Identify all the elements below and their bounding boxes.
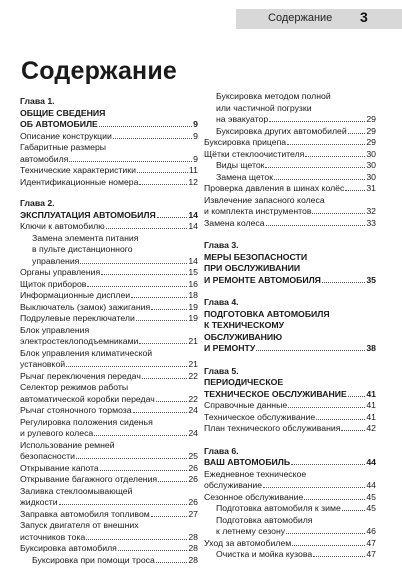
entry-title: обслуживание	[204, 480, 263, 490]
chapter-4[interactable]	[204, 297, 376, 355]
leader-dots	[292, 545, 365, 546]
toc-entry[interactable]	[20, 313, 198, 325]
page-ref: 26	[188, 474, 198, 484]
entry-title: Замена колеса	[204, 217, 265, 228]
entry-title: Замена щеток	[216, 171, 274, 182]
toc-entry[interactable]	[20, 382, 198, 405]
entry-title: Щётки стеклоочистителя	[204, 148, 305, 159]
toc-entry[interactable]	[20, 371, 198, 383]
leader-dots	[80, 263, 187, 264]
entry-title: Открывание капота	[20, 462, 99, 473]
leader-dots	[101, 274, 187, 275]
page-ref: 29	[366, 137, 376, 147]
leader-dots	[316, 419, 365, 420]
page-number: 3	[360, 9, 368, 25]
toc-entry[interactable]	[20, 233, 198, 268]
leader-dots	[305, 156, 365, 157]
chapter-3[interactable]	[204, 240, 376, 286]
leader-dots	[348, 396, 366, 397]
page-ref: 22	[188, 393, 198, 404]
chapter-label: Глава 2.	[20, 198, 55, 208]
page-ref: 9	[193, 153, 198, 164]
leader-dots	[136, 320, 187, 321]
page-ref: 14	[188, 209, 198, 220]
entry-title: Буксировка других автомобилей	[216, 125, 347, 136]
entry-title: Проверка давления в шинах колёс	[204, 183, 345, 193]
toc-entry[interactable]	[20, 440, 198, 463]
page-ref: 30	[366, 148, 376, 159]
page-ref: 14	[188, 255, 198, 266]
running-header-title: Содержание	[268, 12, 333, 24]
leader-dots	[59, 504, 188, 505]
toc-entry[interactable]	[20, 302, 198, 314]
entry-title: Технические характеристики	[20, 165, 136, 175]
leader-dots	[106, 228, 188, 229]
toc-entry[interactable]	[204, 457, 376, 469]
page-ref: 9	[193, 130, 198, 141]
page-ref: 14	[188, 221, 198, 231]
page-ref: 47	[366, 537, 376, 548]
page-ref: 24	[188, 428, 198, 438]
leader-dots	[322, 282, 365, 283]
leader-dots	[286, 533, 365, 534]
entry-title: Заправка автомобиля топливом	[20, 508, 150, 519]
toc-entry[interactable]	[204, 412, 376, 424]
page-ref: 21	[188, 359, 198, 369]
entry-title: Справочные данные	[204, 400, 288, 410]
toc-entry[interactable]	[20, 221, 198, 233]
page-ref: 30	[366, 171, 376, 182]
leader-dots	[348, 133, 366, 134]
leader-dots	[86, 539, 187, 540]
entry-title: источников тока	[20, 531, 86, 542]
entry-title: Регулировка положения сиденья	[20, 416, 153, 427]
leader-dots	[156, 562, 187, 563]
toc-entry[interactable]	[20, 177, 198, 189]
entry-title: Буксировка при помощи троса	[32, 554, 155, 565]
leader-dots	[100, 470, 188, 471]
chapter-label: Глава 3.	[204, 240, 239, 250]
toc-entry[interactable]	[204, 492, 376, 504]
page-ref: 44	[366, 457, 376, 467]
chapter-title: МЕРЫ БЕЗОПАСНОСТИ	[204, 251, 308, 262]
entry-title: Описание конструкции	[20, 130, 112, 141]
toc-entry[interactable]	[20, 543, 198, 555]
page-ref: 41	[366, 400, 376, 410]
page-ref: 47	[366, 549, 376, 559]
toc-entry[interactable]	[20, 463, 198, 475]
toc-entry[interactable]	[20, 325, 198, 348]
toc-entry[interactable]	[20, 142, 198, 165]
entry-title: Органы управления	[20, 267, 101, 277]
page-ref: 26	[188, 497, 198, 507]
leader-dots	[131, 297, 187, 298]
entry-title: Щиток приборов	[20, 278, 87, 289]
toc-entry[interactable]	[204, 389, 376, 401]
toc-entry[interactable]	[20, 417, 198, 440]
entry-title: Замена элемента питания	[32, 232, 139, 243]
page-ref: 29	[366, 114, 376, 124]
leader-dots	[274, 179, 365, 180]
page-ref: 15	[188, 267, 198, 277]
entry-title: Рычаг стояночного тормоза	[20, 405, 132, 415]
leader-dots	[287, 144, 365, 145]
page-ref: 21	[188, 336, 198, 346]
toc-entry[interactable]	[20, 474, 198, 486]
leader-dots	[139, 184, 187, 185]
entry-title: Ключи к автомобилю	[20, 221, 105, 231]
leader-dots	[94, 435, 187, 436]
chapter-title: ПОДГОТОВКА АВТОМОБИЛЯ	[204, 308, 330, 319]
toc-entry[interactable]	[20, 509, 198, 521]
toc-left-column	[20, 96, 198, 571]
toc-entry[interactable]	[204, 400, 376, 412]
page-ref: 28	[188, 554, 198, 565]
leader-dots	[142, 378, 187, 379]
page-ref: 12	[188, 176, 198, 187]
page-ref: 26	[188, 462, 198, 473]
toc-entry[interactable]	[20, 119, 198, 131]
toc-entry[interactable]	[204, 172, 376, 184]
entry-title: установкой	[20, 359, 66, 369]
chapter-title: ОБЩИЕ СВЕДЕНИЯ	[20, 107, 106, 118]
page-ref: 38	[366, 343, 376, 353]
page-ref: 45	[366, 503, 376, 513]
entry-title: электростеклоподъемниками	[20, 336, 139, 346]
leader-dots	[345, 190, 365, 191]
page-ref: 25	[188, 451, 198, 461]
entry-title: Заливка стеклоомывающей	[20, 485, 133, 496]
toc-entry[interactable]	[20, 165, 198, 177]
leader-dots	[133, 412, 188, 413]
toc-entry[interactable]	[204, 149, 376, 161]
toc-entry[interactable]	[20, 486, 198, 509]
leader-dots	[69, 161, 192, 162]
entry-title: Выключатель (замок) зажигания	[20, 301, 151, 312]
entry-title: Идентификационные номера	[20, 176, 139, 187]
toc-entry[interactable]	[204, 515, 376, 538]
chapter-title: ПЕРИОДИЧЕСКОЕ	[204, 377, 284, 387]
entry-title: к летнему сезону	[216, 526, 286, 536]
leader-dots	[157, 217, 188, 218]
toc-title: Содержание	[21, 57, 178, 85]
leader-dots	[291, 464, 365, 465]
toc-entry[interactable]	[204, 218, 376, 230]
page-ref: 42	[366, 423, 376, 433]
leader-dots	[113, 138, 192, 139]
toc-entry[interactable]	[20, 520, 198, 543]
chapter-title: ОБ АВТОМОБИЛЕ	[20, 119, 98, 129]
leader-dots	[312, 213, 365, 214]
entry-title: Подрулевые переключатели	[20, 313, 135, 323]
leader-dots	[118, 550, 187, 551]
toc-entry[interactable]	[204, 469, 376, 492]
entry-title: Очистка и мойка кузова	[216, 549, 313, 559]
chapter-label: Глава 4.	[204, 297, 239, 307]
leader-dots	[76, 458, 187, 459]
page-ref: 45	[366, 491, 376, 502]
page-ref: 41	[366, 388, 376, 399]
toc-entry[interactable]	[20, 405, 198, 417]
entry-title: Селектор режимов работы	[20, 382, 129, 392]
leader-dots	[288, 407, 365, 408]
entry-title: Блок управления	[20, 324, 90, 335]
page-ref: 29	[366, 125, 376, 136]
page-ref: 28	[188, 531, 198, 542]
entry-title: Запуск двигателя от внешних	[20, 520, 139, 530]
entry-title: Подготовка автомобиля	[216, 514, 313, 525]
chapter-title: ТЕХНИЧЕСКОЕ ОБСЛУЖИВАНИЕ	[204, 388, 347, 399]
entry-title: управления	[32, 255, 80, 266]
leader-dots	[269, 121, 365, 122]
entry-title: Использование ремней	[20, 439, 115, 450]
entry-title: Открывание багажного отделения	[20, 474, 158, 484]
page-ref: 18	[188, 290, 198, 300]
page-ref: 28	[188, 543, 198, 553]
toc-entry[interactable]	[20, 290, 198, 302]
toc-entry[interactable]	[20, 267, 198, 279]
chapter-6	[204, 446, 376, 561]
toc-entry[interactable]	[20, 555, 198, 567]
toc-entry[interactable]	[204, 549, 376, 561]
toc-entry[interactable]	[20, 210, 198, 222]
toc-entry[interactable]	[204, 126, 376, 138]
chapter-label: Глава 1.	[20, 96, 55, 106]
page-ref: 24	[188, 405, 198, 415]
leader-dots	[266, 225, 366, 226]
entry-title: Буксировка методом полной	[216, 91, 331, 101]
toc-entry[interactable]	[20, 279, 198, 291]
leader-dots	[151, 309, 187, 310]
chapter-title: И РЕМОНТУ	[204, 343, 256, 353]
leader-dots	[66, 366, 187, 367]
entry-title: Буксировка прицепа	[204, 137, 287, 147]
toc-entry[interactable]	[204, 503, 376, 515]
toc-entry[interactable]	[204, 160, 376, 172]
entry-title: автомобиля	[20, 153, 69, 164]
leader-dots	[99, 126, 192, 127]
entry-title: Извлечение запасного колеса	[204, 194, 325, 205]
leader-dots	[156, 401, 188, 402]
entry-title: и комплекта инструментов	[204, 206, 312, 216]
entry-title: Рычаг переключения передач	[20, 370, 141, 381]
page-ref: 27	[188, 508, 198, 519]
entry-title: Уход за автомобилем	[204, 537, 292, 548]
entry-title: Блок управления климатической	[20, 347, 153, 358]
leader-dots	[265, 167, 365, 168]
leader-dots	[139, 343, 187, 344]
chapter-label: Глава 6.	[204, 445, 239, 456]
page-ref: 33	[366, 217, 376, 228]
leader-dots	[313, 556, 365, 557]
leader-dots	[341, 430, 365, 431]
entry-title: или частичной погрузки	[216, 102, 312, 113]
toc-entry[interactable]	[204, 195, 376, 218]
entry-title: на эвакуатор	[216, 114, 269, 124]
chapter-title: ЭКСПЛУАТАЦИЯ АВТОМОБИЛЯ	[20, 209, 156, 220]
toc-entry[interactable]	[204, 183, 376, 195]
entry-title: и рулевого колеса	[20, 428, 94, 438]
leader-dots	[263, 487, 365, 488]
page-ref: 41	[366, 411, 376, 422]
chapter-2	[20, 198, 198, 566]
entry-title: Информационные дисплеи	[20, 290, 131, 300]
toc-entry[interactable]	[204, 538, 376, 550]
chapter-label: Глава 5.	[204, 365, 239, 376]
leader-dots	[158, 481, 187, 482]
leader-dots	[151, 516, 188, 517]
page-ref: 16	[188, 278, 198, 289]
leader-dots	[87, 286, 187, 287]
page-ref: 19	[188, 301, 198, 312]
entry-title: Виды щеток	[216, 160, 265, 170]
chapter-title: ОБСЛУЖИВАНИЮ	[204, 331, 283, 342]
leader-dots	[342, 510, 366, 511]
entry-title: Сезонное обслуживание	[204, 491, 304, 502]
page-ref: 22	[188, 370, 198, 381]
entry-title: Техническое обслуживание	[204, 411, 316, 422]
leader-dots	[137, 172, 188, 173]
page-ref: 46	[366, 526, 376, 536]
page-ref: 32	[366, 206, 376, 216]
chapter-title: ПРИ ОБСЛУЖИВАНИИ	[204, 263, 301, 273]
page-ref: 44	[366, 480, 376, 490]
toc-entry[interactable]	[204, 423, 376, 435]
entry-title: жидкости	[20, 497, 58, 507]
toc-entry[interactable]	[20, 131, 198, 143]
entry-title: автоматической коробки передач	[20, 393, 155, 404]
leader-dots	[304, 499, 365, 500]
toc-entry[interactable]	[204, 91, 376, 126]
entry-title: План технического обслуживания	[204, 423, 341, 433]
chapter-1	[20, 96, 198, 188]
chapter-title: ВАШ АВТОМОБИЛЬ	[204, 457, 291, 467]
page-ref: 31	[366, 183, 376, 193]
entry-title: в пульте дистанционного	[32, 244, 133, 254]
chapter-title: К ТЕХНИЧЕСКОМУ	[204, 320, 285, 330]
toc-entry[interactable]	[204, 137, 376, 149]
page-ref: 35	[366, 274, 376, 285]
chapter-title: И РЕМОНТЕ АВТОМОБИЛЯ	[204, 274, 321, 285]
page-ref: 11	[188, 165, 198, 175]
entry-title: Буксировка автомобиля	[20, 543, 117, 553]
entry-title: безопасности	[20, 451, 75, 461]
entry-title: Ежедневное техническое	[204, 468, 307, 479]
toc-right-column	[204, 91, 376, 561]
page-ref: 9	[193, 119, 198, 129]
toc-entry[interactable]	[20, 348, 198, 371]
page-ref: 19	[188, 313, 198, 323]
entry-title: Габаритные размеры	[20, 142, 107, 152]
entry-title: Подготовка автомобиля к зиме	[216, 503, 341, 513]
page-ref: 30	[366, 160, 376, 170]
chapter-5	[204, 366, 376, 435]
leader-dots	[256, 350, 365, 351]
